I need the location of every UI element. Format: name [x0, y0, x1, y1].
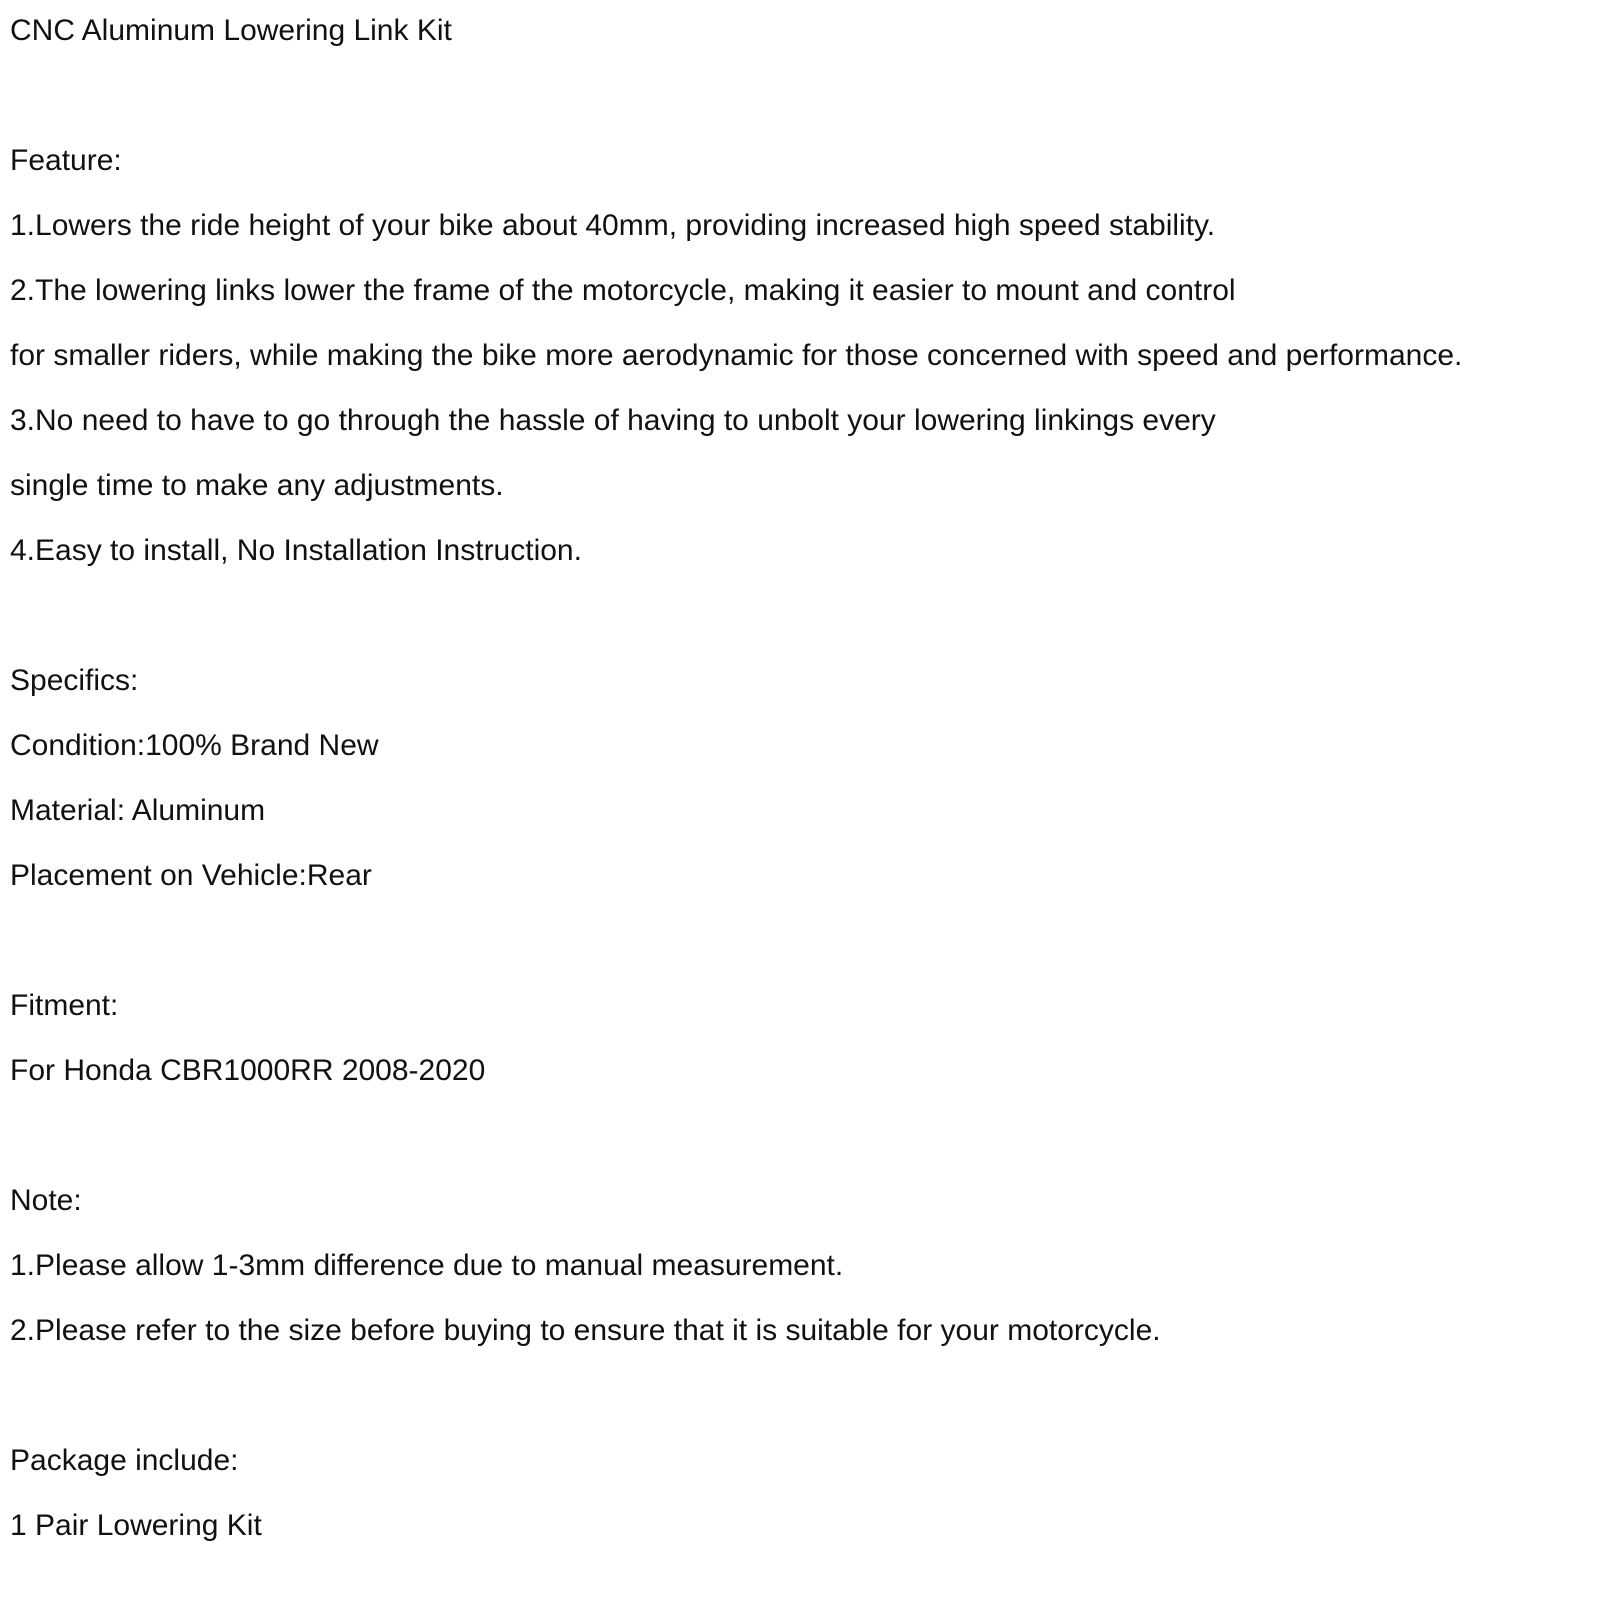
specifics-line: Condition:100% Brand New [10, 729, 379, 762]
feature-line: for smaller riders, while making the bike more aerodynamic for those concerned with speed and performance. [10, 339, 1463, 372]
feature-line: 1.Lowers the ride height of your bike about 40mm, providing increased high speed stability. [10, 209, 1216, 242]
note-line: 2.Please refer to the size before buying to ensure that it is suitable for your motorcycle. [10, 1314, 1161, 1347]
feature-heading: Feature: [10, 144, 122, 177]
feature-line: single time to make any adjustments. [10, 469, 504, 502]
specifics-heading: Specifics: [10, 664, 139, 697]
feature-line: 3.No need to have to go through the hassle of having to unbolt your lowering linkings every [10, 404, 1216, 437]
product-title: CNC Aluminum Lowering Link Kit [10, 14, 452, 47]
specifics-line: Placement on Vehicle:Rear [10, 859, 372, 892]
fitment-line: For Honda CBR1000RR 2008-2020 [10, 1054, 486, 1087]
fitment-heading: Fitment: [10, 989, 119, 1022]
specifics-line: Material: Aluminum [10, 794, 266, 827]
feature-line: 2.The lowering links lower the frame of the motorcycle, making it easier to mount and control [10, 274, 1236, 307]
note-heading: Note: [10, 1184, 82, 1217]
note-line: 1.Please allow 1-3mm difference due to manual measurement. [10, 1249, 844, 1282]
package-heading: Package include: [10, 1444, 239, 1477]
feature-line: 4.Easy to install, No Installation Instruction. [10, 534, 582, 567]
package-line: 1 Pair Lowering Kit [10, 1509, 262, 1542]
